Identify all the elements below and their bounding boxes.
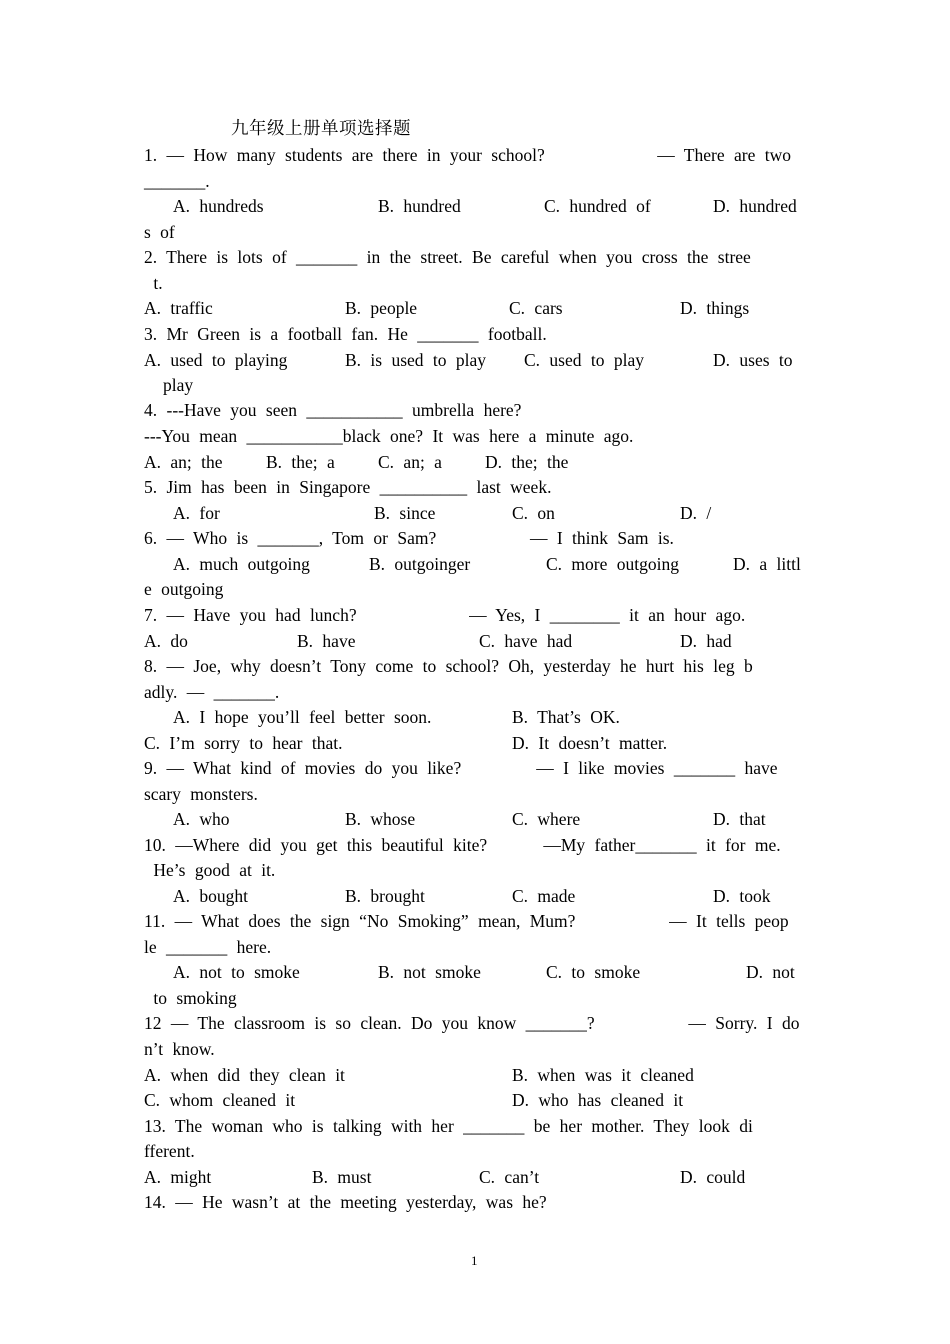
q8-option-a: A. I hope you’ll feel better soon. — [173, 707, 432, 727]
question-8: 8. — Joe, why doesn’t Tony come to school? Oh, yesterday he hurt his leg b — [144, 656, 753, 676]
question-4-reply: ---You mean ___________black one? It was here a minute ago. — [144, 426, 634, 446]
q6-option-c: C. more outgoing — [546, 554, 679, 574]
q11-option-b: B. not smoke — [378, 962, 481, 982]
question-4: 4. ---Have you seen ___________ umbrella here? — [144, 400, 522, 420]
question-9-cont: scary monsters. — [144, 784, 258, 804]
q11-option-d: D. not — [746, 962, 795, 982]
q13-option-a: A. might — [144, 1167, 212, 1187]
q5-option-a: A. for — [173, 503, 220, 523]
q1-option-d-wrap: s of — [144, 222, 175, 242]
question-2-cont: t. — [144, 273, 163, 293]
page-number: 1 — [471, 1253, 478, 1268]
question-11-cont: le _______ here. — [144, 937, 272, 957]
q7-option-d: D. had — [680, 631, 732, 651]
q8-option-b: B. That’s OK. — [512, 707, 620, 727]
question-12-cont: n’t know. — [144, 1039, 215, 1059]
q8-option-c: C. I’m sorry to hear that. — [144, 733, 343, 753]
q10-option-a: A. bought — [173, 886, 248, 906]
q9-option-c: C. where — [512, 809, 581, 829]
question-10-cont: He’s good at it. — [144, 860, 276, 880]
q3-option-d: D. uses to — [713, 350, 793, 370]
q12-option-d: D. who has cleaned it — [512, 1090, 684, 1110]
q2-option-b: B. people — [345, 298, 418, 318]
question-1-cont: _______. — [144, 171, 210, 191]
q9-option-b: B. whose — [345, 809, 416, 829]
q11-option-d-wrap: to smoking — [144, 988, 237, 1008]
question-13-cont: fferent. — [144, 1141, 195, 1161]
q5-option-b: B. since — [374, 503, 436, 523]
q13-option-b: B. must — [312, 1167, 372, 1187]
q9-option-a: A. who — [173, 809, 230, 829]
q11-option-c: C. to smoke — [546, 962, 641, 982]
q10-option-c: C. made — [512, 886, 576, 906]
q5-option-c: C. on — [512, 503, 555, 523]
question-10: 10. —Where did you get this beautiful kite? —My father_______ it for me. — [144, 835, 781, 855]
q4-option-b: B. the; a — [266, 452, 335, 472]
q1-option-d: D. hundred — [713, 196, 797, 216]
q2-option-a: A. traffic — [144, 298, 213, 318]
q3-option-d-wrap: play — [163, 375, 194, 395]
q3-option-a: A. used to playing — [144, 350, 288, 370]
question-2: 2. There is lots of _______ in the street. Be careful when you cross the stree — [144, 247, 751, 267]
q6-option-b: B. outgoinger — [369, 554, 471, 574]
q7-option-b: B. have — [297, 631, 356, 651]
q13-option-c: C. can’t — [479, 1167, 540, 1187]
question-7: 7. — Have you had lunch? — Yes, I ________ it an hour ago. — [144, 605, 746, 625]
question-3: 3. Mr Green is a football fan. He _______ football. — [144, 324, 547, 344]
q10-option-b: B. brought — [345, 886, 425, 906]
q2-option-c: C. cars — [509, 298, 563, 318]
question-14: 14. — He wasn’t at the meeting yesterday, was he? — [144, 1192, 547, 1212]
question-11: 11. — What does the sign “No Smoking” mean, Mum? — It tells peop — [144, 911, 789, 931]
q10-option-d: D. took — [713, 886, 771, 906]
question-13: 13. The woman who is talking with her _______ be her mother. They look di — [144, 1116, 753, 1136]
q8-option-d: D. It doesn’t matter. — [512, 733, 668, 753]
q6-option-a: A. much outgoing — [173, 554, 310, 574]
q3-option-c: C. used to play — [524, 350, 644, 370]
q12-option-c: C. whom cleaned it — [144, 1090, 296, 1110]
q7-option-a: A. do — [144, 631, 188, 651]
q1-option-c: C. hundred of — [544, 196, 651, 216]
question-9: 9. — What kind of movies do you like? — I like movies _______ have — [144, 758, 778, 778]
question-12: 12 — The classroom is so clean. Do you know _______? — Sorry. I do — [144, 1013, 800, 1033]
q6-option-d-wrap: e outgoing — [144, 579, 224, 599]
q7-option-c: C. have had — [479, 631, 573, 651]
q4-option-d: D. the; the — [485, 452, 569, 472]
question-1: 1. — How many students are there in your school? — There are two — [144, 145, 791, 165]
q4-option-a: A. an; the — [144, 452, 223, 472]
q6-option-d: D. a littl — [733, 554, 801, 574]
q9-option-d: D. that — [713, 809, 766, 829]
q1-option-b: B. hundred — [378, 196, 461, 216]
q2-option-d: D. things — [680, 298, 750, 318]
q5-option-d: D. / — [680, 503, 712, 523]
page-title: 九年级上册单项选择题 — [231, 118, 411, 138]
q11-option-a: A. not to smoke — [173, 962, 300, 982]
q12-option-a: A. when did they clean it — [144, 1065, 345, 1085]
q3-option-b: B. is used to play — [345, 350, 487, 370]
question-6: 6. — Who is _______, Tom or Sam? — I think Sam is. — [144, 528, 674, 548]
question-8-cont: adly. — _______. — [144, 682, 280, 702]
q12-option-b: B. when was it cleaned — [512, 1065, 694, 1085]
question-5: 5. Jim has been in Singapore __________ last week. — [144, 477, 552, 497]
q4-option-c: C. an; a — [378, 452, 442, 472]
q13-option-d: D. could — [680, 1167, 746, 1187]
q1-option-a: A. hundreds — [173, 196, 264, 216]
